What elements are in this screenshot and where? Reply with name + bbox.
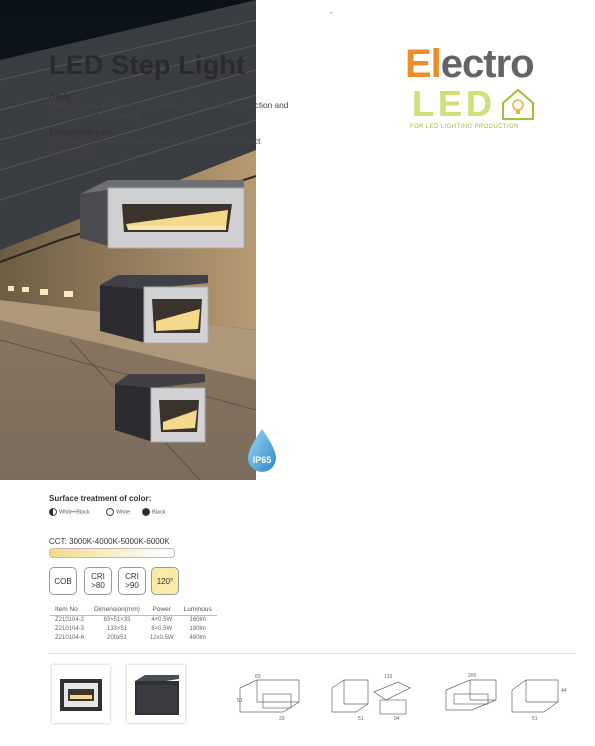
section-text: Pure aluminum with different size to meet different project requirement	[49, 136, 261, 156]
table-row	[50, 634, 217, 643]
table-cell: 12x0.5W	[149, 635, 174, 641]
dim-label: 83	[255, 674, 261, 680]
section-text: Made of pure aluminum with treatment of corrision protection and UV-proof powder coating.	[49, 100, 289, 120]
dim-label: 133	[384, 674, 393, 680]
drawing-medium	[328, 670, 412, 722]
thumbnail-front	[52, 665, 110, 723]
filled-circle-icon	[142, 508, 150, 516]
drawing-large	[440, 670, 570, 722]
table-cell: Z210104-2	[55, 617, 85, 623]
swatch-white	[106, 508, 130, 516]
section-heading: Body	[49, 91, 71, 101]
swatch-black	[142, 508, 165, 516]
spec-table	[50, 605, 217, 643]
badge-cri90	[118, 567, 146, 595]
dim-label: 51	[358, 716, 364, 722]
swatch-label: Black	[152, 509, 166, 516]
product-small-image	[113, 374, 207, 444]
column-header: Dimension(mm)	[89, 605, 145, 616]
table-cell: 160lm	[189, 617, 206, 623]
page-title: LED Step Light	[49, 50, 246, 80]
dim-label: 51	[237, 698, 243, 704]
thumbnail-back	[127, 665, 185, 723]
dim-label: 94	[394, 716, 400, 722]
circle-icon	[106, 508, 114, 516]
column-header: Power	[145, 605, 179, 616]
dim-label: 44	[561, 688, 567, 694]
top-mark: -	[330, 8, 333, 17]
table-header-row	[50, 605, 217, 616]
brand-logo	[405, 42, 534, 86]
table-cell: 6×0.5W	[151, 626, 173, 632]
bulb-house-icon	[500, 86, 536, 122]
table-cell: 480lm	[189, 635, 206, 641]
badge-cob	[49, 567, 77, 595]
product-medium-image	[98, 275, 210, 345]
ip65-badge	[245, 428, 279, 474]
dim-label: 200	[468, 673, 477, 679]
table-cell: Z210104-3	[55, 626, 85, 632]
table-cell: 180lm	[189, 626, 206, 632]
badge-text: CRI	[91, 572, 105, 581]
badge-cri80	[84, 567, 112, 595]
water-drop-icon	[245, 428, 279, 474]
drawing-small	[235, 672, 305, 722]
table-row	[50, 616, 217, 626]
badge-text: >90	[125, 581, 139, 590]
surface-heading: Surface treatment of color:	[49, 494, 152, 503]
table-cell: 83×51×33	[103, 617, 131, 623]
product-long-image	[78, 180, 246, 252]
swatch-label: White+Black	[59, 509, 90, 516]
logo-part1: El	[405, 42, 441, 86]
logo-part2: ectro	[440, 42, 534, 86]
half-circle-icon	[49, 508, 57, 516]
badge-text: >80	[91, 581, 105, 590]
table-cell: 200x51	[107, 635, 127, 641]
cct-gradient-bar	[49, 548, 175, 558]
swatch-label: White	[116, 509, 131, 516]
badge-text: COB	[54, 576, 72, 586]
table-row	[50, 625, 217, 634]
embedded-section	[49, 127, 289, 156]
body-section	[49, 91, 289, 120]
dim-label: 51	[532, 716, 538, 722]
cct-label: CCT: 3000K-4000K-5000K-6000K	[49, 537, 170, 546]
table-cell: 133×51	[106, 626, 128, 632]
divider	[49, 653, 576, 654]
table-cell: 4×0.5W	[151, 617, 173, 623]
column-header: Item No	[50, 605, 89, 616]
ip-rating-text: IP65	[252, 455, 272, 465]
badge-text: CRI	[125, 572, 139, 581]
logo-led: LED	[412, 83, 496, 124]
swatch-white-black	[49, 508, 90, 516]
section-heading: Embedded part	[49, 127, 112, 137]
table-cell: Z210104-6	[55, 635, 85, 641]
column-header: Luminous	[179, 605, 217, 616]
badge-text: 120°	[156, 576, 174, 586]
dim-label: 33	[279, 716, 285, 722]
badge-beam-angle	[151, 567, 179, 595]
logo-tagline: FOR LED LIGHTING PRODUCTION	[410, 124, 519, 130]
